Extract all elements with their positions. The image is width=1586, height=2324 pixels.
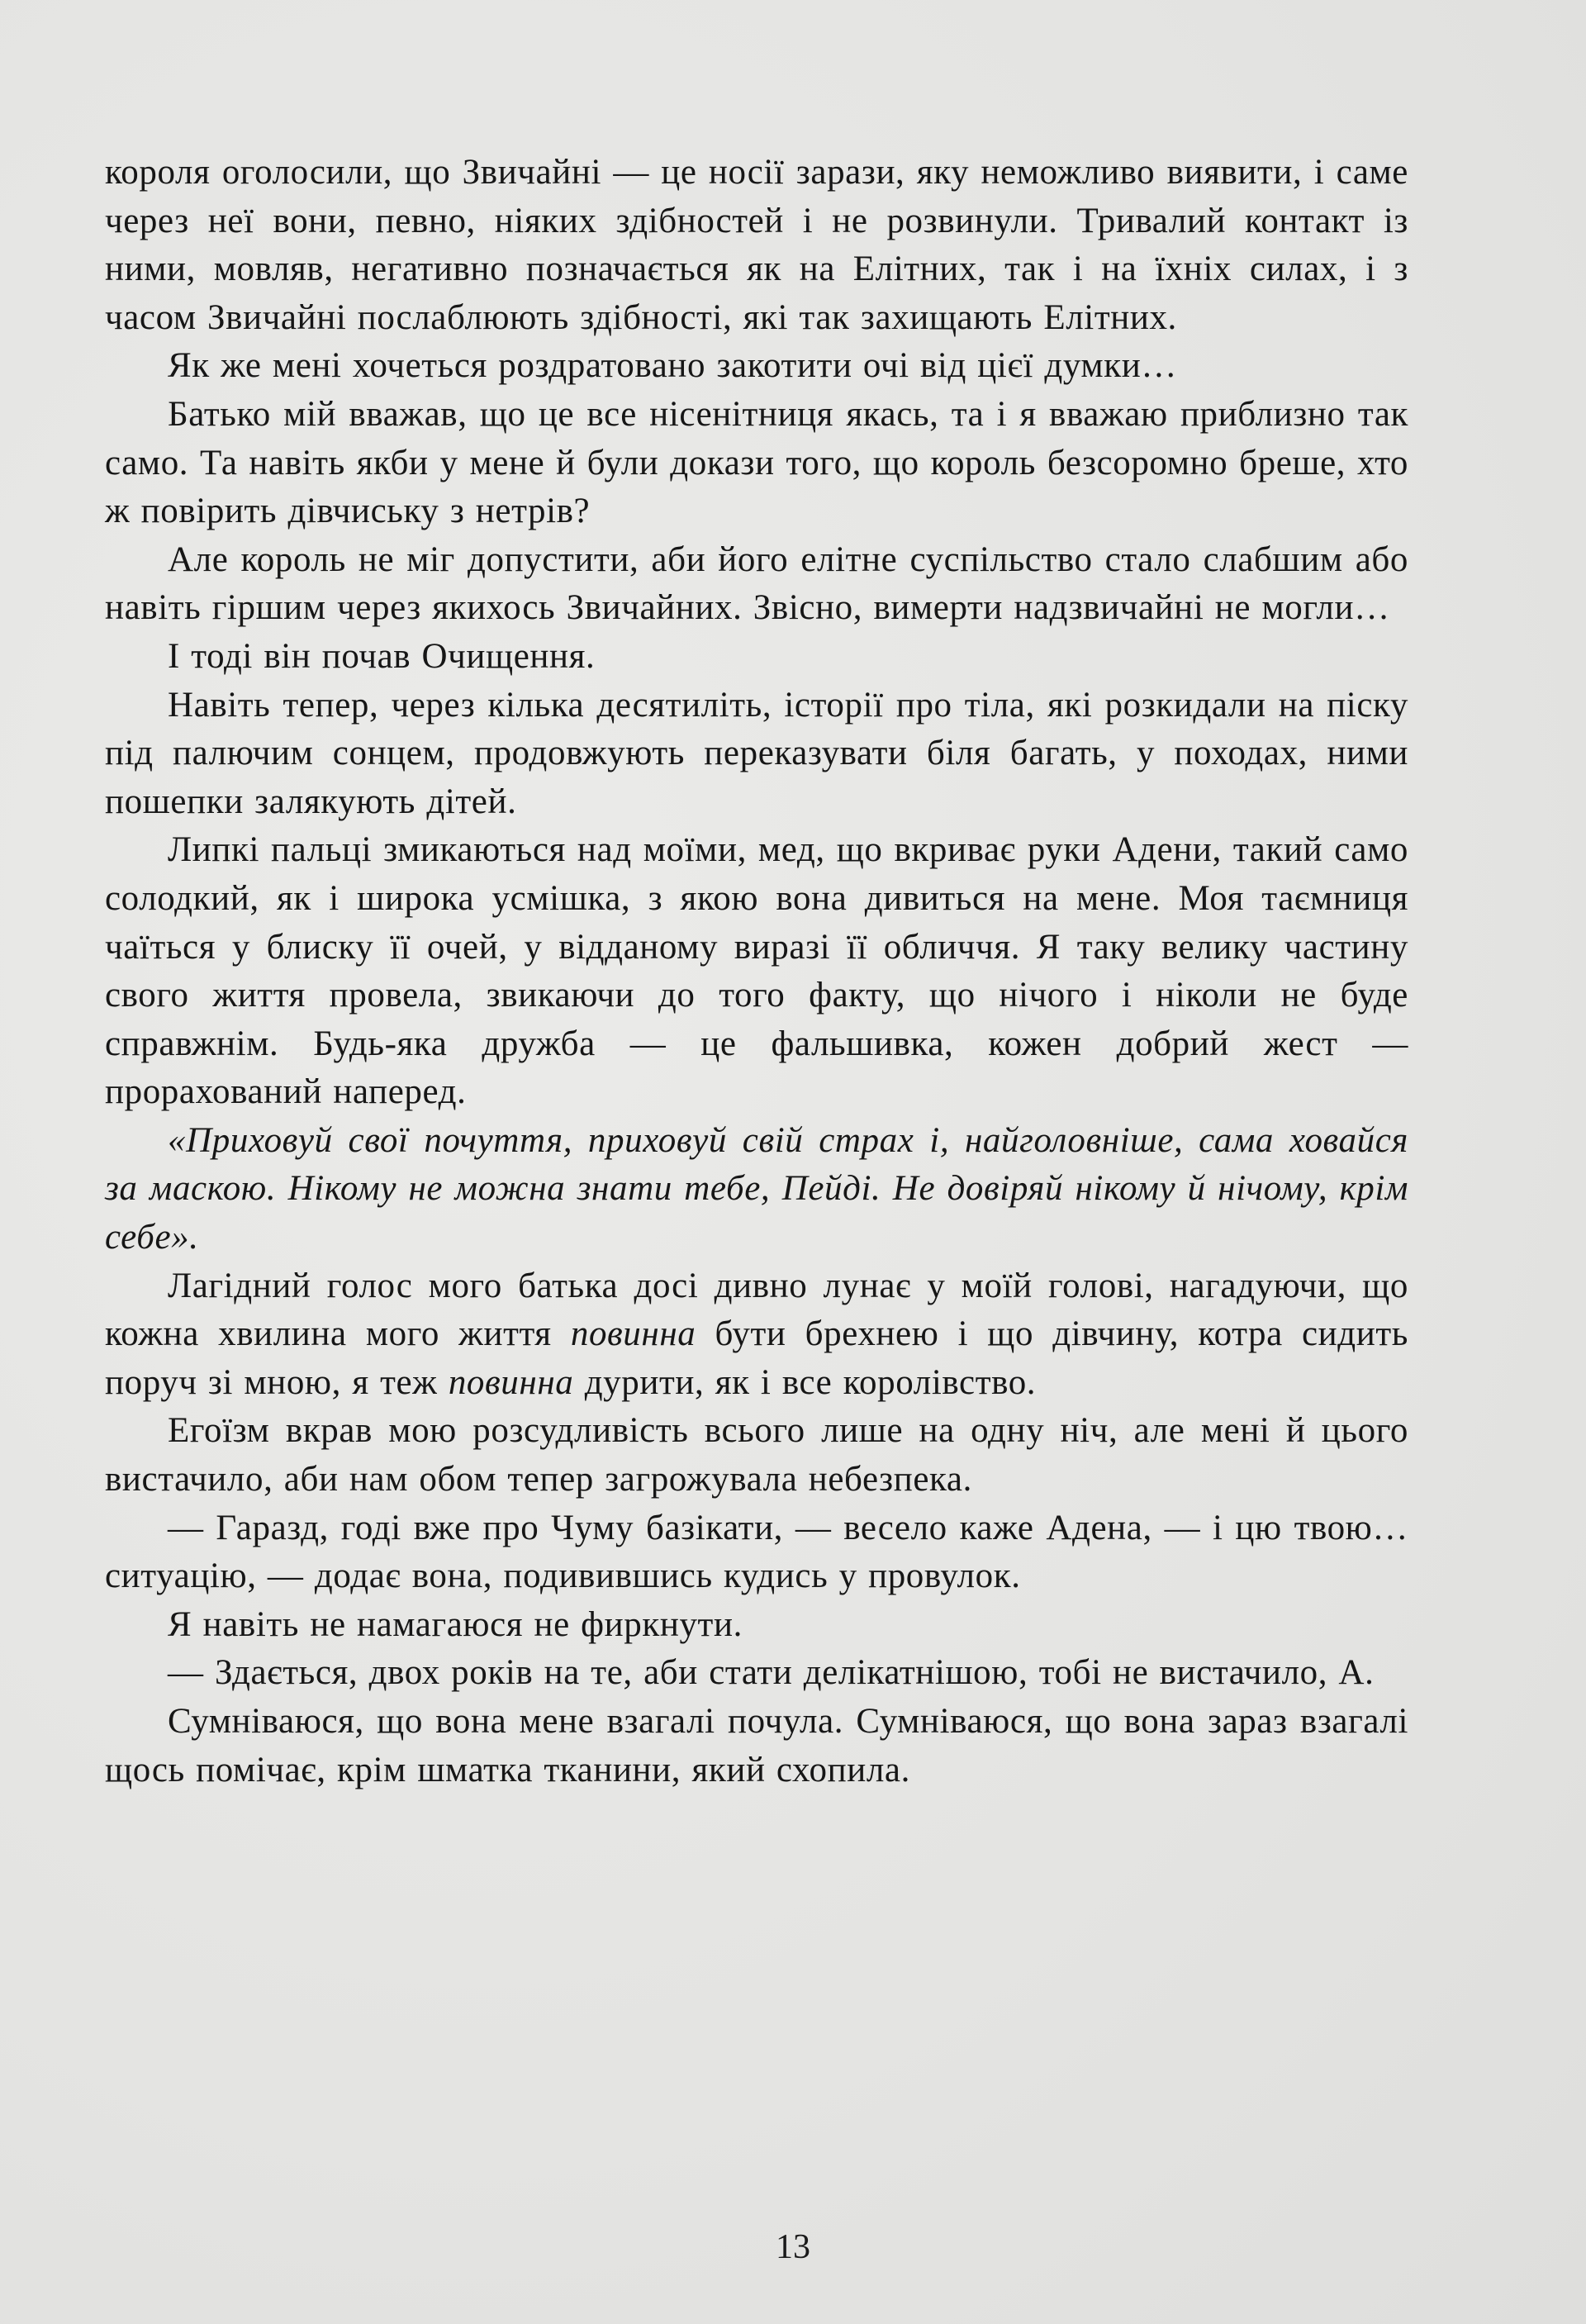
paragraph-9-segment-3: бути брехнею і що дівчину, котра сидить поруч зі мною, я теж	[105, 1314, 1408, 1402]
paragraph-6: Навіть тепер, через кілька десятиліть, історії про тіла, які розкидали на піску під палючим сонцем, продовжують переказувати біля багать, у походах, ними пошепки залякують дітей.	[105, 685, 1408, 821]
paragraph-12: Я навіть не намагаюся не фиркнути.	[168, 1604, 743, 1644]
paragraph-3: Батько мій вважав, що це все нісенітниця якась, та і я вважаю приблизно так само. Та навіть якби у мене й були докази того, що король безсоромно бреше, хто ж повірить дівчиську з нетрів?	[105, 394, 1408, 531]
paragraph-14: Сумніваюся, що вона мене взагалі почула. Сумніваюся, що вона зараз взагалі щось помічає, крім шматка тканини, який схопила.	[105, 1702, 1408, 1789]
paragraph-5: І тоді він почав Очищення.	[168, 636, 596, 676]
paragraph-9-segment-1: Лагідний голос мого батька досі дивно лунає у моїй голові, нагадуючи, що кожна хвилина мого життя	[105, 1266, 1408, 1354]
paragraph-4: Але король не міг допустити, аби його елітне суспільство стало слабшим або навіть гіршим через якихось Звичайних. Звісно, вимерти надзвичайні не могли…	[105, 539, 1408, 628]
paragraph-9-emphasis-2: повинна	[448, 1362, 574, 1402]
italic-quote-paragraph: «Приховуй свої почуття, приховуй свій страх і, найголовніше, сама ховайся за маскою. Нікому не можна знати тебе, Пейді. Не довіряй нікому й нічому, крім себе».	[105, 1120, 1408, 1257]
paragraph-7: Липкі пальці змикаються над моїми, мед, що вкриває руки Адени, такий само солодкий, як і широка усмішка, з якою вона дивиться на мене. Моя таємниця чаїться у блиску її очей, у відданому виразі її обличчя. Я таку велику частину свого життя провела, звикаючи до того факту, що нічого і ніколи не буде справжнім. Будь-яка дружба — це фальшивка, кожен добрий жест — прорахований наперед.	[105, 830, 1408, 1112]
dialogue-paragraph-11: — Гаразд, годі вже про Чуму базікати, — весело каже Адена, — і цю твою… ситуацію, — додає вона, подивившись кудись у провулок.	[105, 1508, 1408, 1596]
paragraph-1: короля оголосили, що Звичайні — це носії зарази, яку неможливо виявити, і саме через неї вони, певно, ніяких здібностей і не розвинули. Тривалий контакт із ними, мовляв, негативно позначається як на Елітних, так і на їхніх силах, і з часом Звичайні послаблюють здібності, які так захищають Елітних.	[105, 153, 1408, 337]
paragraph-9-mixed	[105, 1262, 1408, 1408]
dialogue-paragraph-13: — Здається, двох років на те, аби стати делікатнішою, тобі не вистачило, А.	[168, 1653, 1375, 1693]
paragraph-9-segment-5: дурити, як і все королівство.	[573, 1362, 1037, 1402]
book-page-body	[105, 149, 1408, 1794]
paragraph-9-emphasis-1: повинна	[570, 1314, 696, 1354]
paragraph-10: Егоїзм вкрав мою розсудливість всього лише на одну ніч, але мені й цього вистачило, аби нам обом тепер загрожувала небезпека.	[105, 1411, 1408, 1499]
page-number: 13	[776, 2228, 810, 2266]
paragraph-2: Як же мені хочеться роздратовано закотити очі від цієї думки…	[168, 346, 1177, 386]
